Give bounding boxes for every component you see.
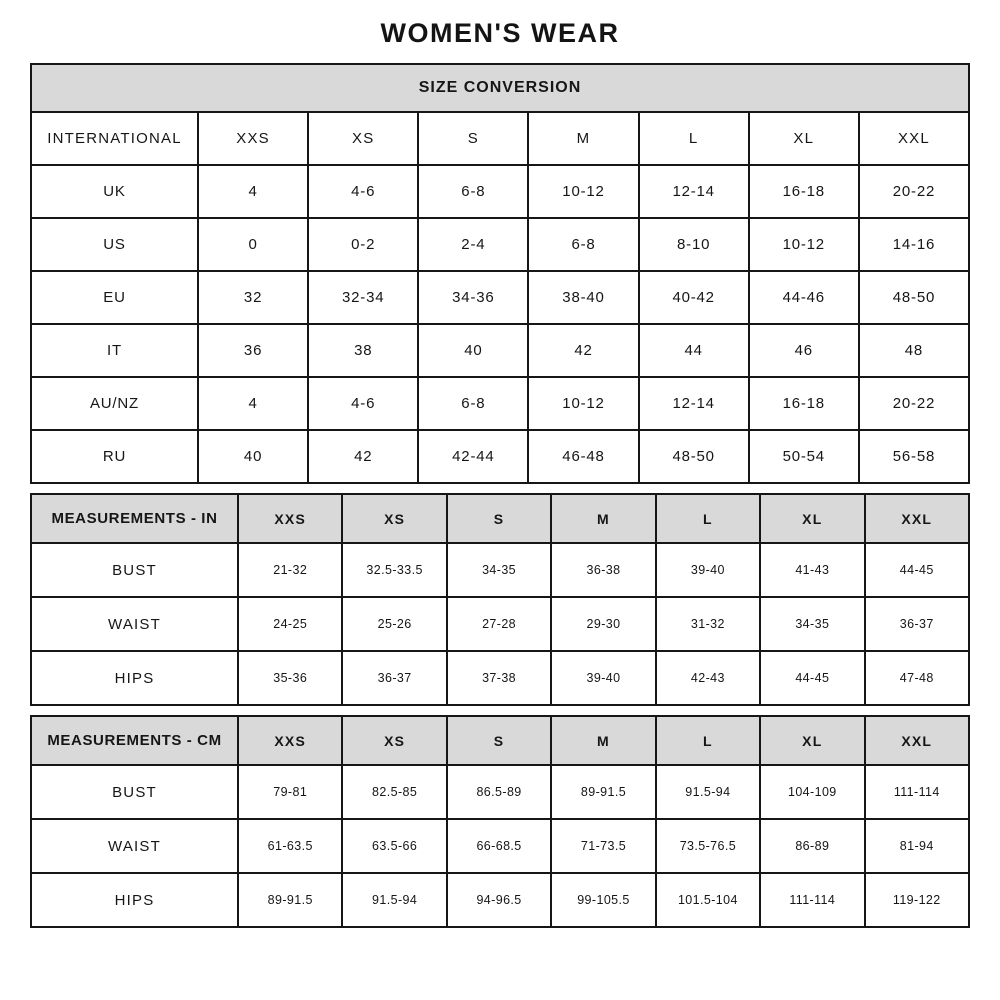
size-header-xl: XL: [760, 716, 864, 765]
table-row-it: [31, 324, 969, 377]
size-value-cell: 2-4: [418, 218, 528, 271]
row-label-ru: RU: [31, 430, 198, 483]
column-header-s: S: [418, 112, 528, 165]
measurement-value-cell: 29-30: [551, 597, 655, 651]
size-value-cell: 16-18: [749, 377, 859, 430]
measurement-value-cell: 86-89: [760, 819, 864, 873]
measurement-value-cell: 39-40: [551, 651, 655, 705]
row-label-bust: BUST: [31, 543, 238, 597]
size-value-cell: 10-12: [749, 218, 859, 271]
size-header-xxs: XXS: [238, 716, 342, 765]
size-value-cell: 6-8: [418, 165, 528, 218]
measurement-value-cell: 111-114: [760, 873, 864, 927]
measurements-cm-table: [30, 715, 970, 928]
measurement-value-cell: 94-96.5: [447, 873, 551, 927]
size-header-xxs: XXS: [238, 494, 342, 543]
size-value-cell: 6-8: [528, 218, 638, 271]
size-header-xxl: XXL: [865, 716, 969, 765]
size-value-cell: 10-12: [528, 377, 638, 430]
table-row-us: [31, 218, 969, 271]
size-value-cell: 38: [308, 324, 418, 377]
measurement-value-cell: 111-114: [865, 765, 969, 819]
size-value-cell: 10-12: [528, 165, 638, 218]
measurements-in-header-row: [31, 494, 969, 543]
size-header-s: S: [447, 716, 551, 765]
size-header-xxl: XXL: [865, 494, 969, 543]
column-header-xl: XL: [749, 112, 859, 165]
size-value-cell: 42-44: [418, 430, 528, 483]
table-row-bust-in: [31, 543, 969, 597]
size-header-m: M: [551, 716, 655, 765]
measurement-value-cell: 36-37: [865, 597, 969, 651]
column-header-international: INTERNATIONAL: [31, 112, 198, 165]
measurement-value-cell: 101.5-104: [656, 873, 760, 927]
measurement-value-cell: 24-25: [238, 597, 342, 651]
measurement-value-cell: 35-36: [238, 651, 342, 705]
measurement-value-cell: 32.5-33.5: [342, 543, 446, 597]
size-value-cell: 16-18: [749, 165, 859, 218]
column-header-l: L: [639, 112, 749, 165]
size-header-l: L: [656, 716, 760, 765]
table-row-hips-cm: [31, 873, 969, 927]
size-value-cell: 32-34: [308, 271, 418, 324]
size-value-cell: 8-10: [639, 218, 749, 271]
measurement-value-cell: 66-68.5: [447, 819, 551, 873]
table-row-waist-in: [31, 597, 969, 651]
size-conversion-header-row: [31, 64, 969, 112]
size-value-cell: 32: [198, 271, 308, 324]
measurement-value-cell: 44-45: [760, 651, 864, 705]
size-value-cell: 40: [418, 324, 528, 377]
measurement-value-cell: 34-35: [447, 543, 551, 597]
measurement-value-cell: 42-43: [656, 651, 760, 705]
size-value-cell: 0-2: [308, 218, 418, 271]
column-header-m: M: [528, 112, 638, 165]
table-row-ru: [31, 430, 969, 483]
table-row-uk: [31, 165, 969, 218]
row-label-waist: WAIST: [31, 597, 238, 651]
size-value-cell: 4-6: [308, 377, 418, 430]
table-row-aunz: [31, 377, 969, 430]
size-value-cell: 40: [198, 430, 308, 483]
measurement-value-cell: 31-32: [656, 597, 760, 651]
row-label-waist: WAIST: [31, 819, 238, 873]
size-value-cell: 42: [528, 324, 638, 377]
row-label-it: IT: [31, 324, 198, 377]
size-value-cell: 44-46: [749, 271, 859, 324]
size-value-cell: 12-14: [639, 165, 749, 218]
size-value-cell: 48-50: [859, 271, 969, 324]
measurement-value-cell: 37-38: [447, 651, 551, 705]
measurement-value-cell: 73.5-76.5: [656, 819, 760, 873]
column-header-xxs: XXS: [198, 112, 308, 165]
size-system-columns-row: [31, 112, 969, 165]
measurement-value-cell: 39-40: [656, 543, 760, 597]
measurement-value-cell: 91.5-94: [342, 873, 446, 927]
table-row-bust-cm: [31, 765, 969, 819]
measurement-value-cell: 91.5-94: [656, 765, 760, 819]
column-header-xs: XS: [308, 112, 418, 165]
measurement-value-cell: 99-105.5: [551, 873, 655, 927]
size-value-cell: 46-48: [528, 430, 638, 483]
size-value-cell: 50-54: [749, 430, 859, 483]
measurement-value-cell: 27-28: [447, 597, 551, 651]
size-header-xs: XS: [342, 716, 446, 765]
row-label-hips: HIPS: [31, 873, 238, 927]
size-value-cell: 14-16: [859, 218, 969, 271]
measurement-value-cell: 79-81: [238, 765, 342, 819]
table-row-hips-in: [31, 651, 969, 705]
size-header-xs: XS: [342, 494, 446, 543]
measurement-value-cell: 71-73.5: [551, 819, 655, 873]
size-value-cell: 40-42: [639, 271, 749, 324]
row-label-eu: EU: [31, 271, 198, 324]
row-label-hips: HIPS: [31, 651, 238, 705]
measurement-value-cell: 25-26: [342, 597, 446, 651]
size-value-cell: 48-50: [639, 430, 749, 483]
measurements-cm-title: MEASUREMENTS - CM: [31, 716, 238, 765]
measurements-cm-header-row: [31, 716, 969, 765]
measurement-value-cell: 41-43: [760, 543, 864, 597]
size-header-m: M: [551, 494, 655, 543]
size-conversion-table: [30, 63, 970, 484]
size-value-cell: 20-22: [859, 377, 969, 430]
measurements-in-table: [30, 493, 970, 706]
size-header-s: S: [447, 494, 551, 543]
measurement-value-cell: 81-94: [865, 819, 969, 873]
measurement-value-cell: 89-91.5: [551, 765, 655, 819]
size-value-cell: 48: [859, 324, 969, 377]
page-title: WOMEN'S WEAR: [380, 18, 620, 48]
measurement-value-cell: 34-35: [760, 597, 864, 651]
size-value-cell: 42: [308, 430, 418, 483]
size-value-cell: 34-36: [418, 271, 528, 324]
size-value-cell: 38-40: [528, 271, 638, 324]
measurement-value-cell: 44-45: [865, 543, 969, 597]
size-value-cell: 56-58: [859, 430, 969, 483]
size-value-cell: 6-8: [418, 377, 528, 430]
measurement-value-cell: 47-48: [865, 651, 969, 705]
size-value-cell: 12-14: [639, 377, 749, 430]
size-conversion-title: SIZE CONVERSION: [31, 64, 969, 112]
row-label-bust: BUST: [31, 765, 238, 819]
size-header-l: L: [656, 494, 760, 543]
measurement-value-cell: 89-91.5: [238, 873, 342, 927]
measurement-value-cell: 21-32: [238, 543, 342, 597]
measurement-value-cell: 119-122: [865, 873, 969, 927]
row-label-aunz: AU/NZ: [31, 377, 198, 430]
size-value-cell: 0: [198, 218, 308, 271]
measurement-value-cell: 36-37: [342, 651, 446, 705]
measurement-value-cell: 104-109: [760, 765, 864, 819]
table-row-eu: [31, 271, 969, 324]
size-value-cell: 4: [198, 165, 308, 218]
size-value-cell: 4: [198, 377, 308, 430]
row-label-uk: UK: [31, 165, 198, 218]
measurement-value-cell: 63.5-66: [342, 819, 446, 873]
size-value-cell: 4-6: [308, 165, 418, 218]
row-label-us: US: [31, 218, 198, 271]
size-value-cell: 20-22: [859, 165, 969, 218]
column-header-xxl: XXL: [859, 112, 969, 165]
measurement-value-cell: 86.5-89: [447, 765, 551, 819]
size-value-cell: 46: [749, 324, 859, 377]
size-value-cell: 44: [639, 324, 749, 377]
measurement-value-cell: 82.5-85: [342, 765, 446, 819]
size-header-xl: XL: [760, 494, 864, 543]
measurements-in-title: MEASUREMENTS - IN: [31, 494, 238, 543]
measurement-value-cell: 36-38: [551, 543, 655, 597]
table-row-waist-cm: [31, 819, 969, 873]
size-value-cell: 36: [198, 324, 308, 377]
measurement-value-cell: 61-63.5: [238, 819, 342, 873]
